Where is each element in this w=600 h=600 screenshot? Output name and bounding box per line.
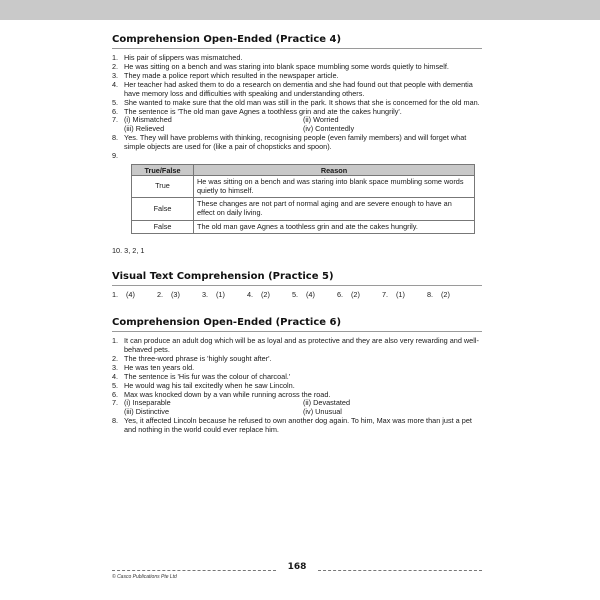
- mcq-answer: [337, 290, 382, 299]
- item-number: 7.: [112, 115, 119, 124]
- copyright-text: © Casco Publications Pte Ltd: [112, 574, 177, 580]
- item-number: 3.: [112, 363, 119, 373]
- answer-text: The sentence is 'His fur was the colour of charcoal.': [124, 372, 291, 382]
- section-title-practice-5: Visual Text Comprehension (Practice 5): [112, 271, 334, 283]
- answer-text: He was sitting on a bench and was staring into blank space mumbling some words quietly to himself.: [124, 62, 449, 71]
- item-number: 2.: [157, 290, 164, 300]
- answer-item: [112, 381, 482, 390]
- answer-item: [112, 336, 482, 354]
- true-false-table: [131, 164, 475, 234]
- reason-cell: The old man gave Agnes a toothless grin and ate the cakes hungrily.: [194, 220, 475, 234]
- section-title-practice-6: Comprehension Open-Ended (Practice 6): [112, 317, 342, 329]
- answer-value: (1): [396, 290, 405, 300]
- answer-value: (2): [261, 290, 270, 300]
- option-i: (i) Mismatched: [124, 115, 172, 124]
- answer-text: She wanted to make sure that the old man was still in the park. It shows that she is concerned for the old man.: [124, 98, 480, 107]
- item-number: 9.: [112, 151, 119, 161]
- answer-text: The sentence is 'The old man gave Agnes a toothless grin and ate the cakes hungrily'.: [124, 107, 402, 116]
- answer-text: 10. 3, 2, 1: [112, 246, 145, 256]
- item-number: 3.: [112, 71, 119, 80]
- section-divider: [112, 48, 482, 49]
- option-iv: (iv) Contentedly: [303, 123, 355, 133]
- item-number: 5.: [112, 98, 119, 107]
- answer-text: They made a police report which resulted in the newspaper article.: [124, 71, 339, 80]
- mcq-answer: [382, 290, 427, 299]
- answer-text: It can produce an adult dog which will be as loyal and as protective and they are also very rewarding and well-behaved pets.: [124, 336, 479, 355]
- item-number: 6.: [112, 107, 119, 116]
- section-title-practice-4: Comprehension Open-Ended (Practice 4): [112, 34, 342, 45]
- table-row: [132, 198, 475, 220]
- mcq-answer: [427, 290, 472, 299]
- mcq-answer: [202, 290, 247, 299]
- answer-item: [112, 80, 482, 98]
- item-number: 8.: [427, 290, 434, 300]
- answer-item: [112, 133, 482, 151]
- mcq-answer: [157, 290, 202, 299]
- option-i: (i) Inseparable: [124, 398, 171, 408]
- answer-value: (3): [171, 290, 180, 300]
- vocab-options: [112, 116, 482, 133]
- vocab-options: [112, 399, 482, 416]
- item-number: 8.: [112, 416, 119, 426]
- section-divider: [112, 285, 482, 286]
- item-number: 5.: [112, 381, 119, 391]
- footer-dash-left: [112, 570, 276, 571]
- answer-item: [112, 372, 482, 381]
- page-footer: [112, 558, 482, 578]
- answer-value: (2): [351, 290, 360, 300]
- answer-item: [112, 98, 482, 107]
- answer-value: (4): [306, 290, 315, 300]
- item-number: 1.: [112, 336, 119, 346]
- answer-text: He was ten years old.: [124, 363, 195, 373]
- item-number: 6.: [112, 390, 119, 400]
- mcq-answer-row: [112, 290, 482, 299]
- mcq-answer: [292, 290, 337, 299]
- top-gray-band: [0, 0, 600, 20]
- item-number: 4.: [112, 372, 119, 382]
- option-iii: (iii) Distinctive: [124, 406, 169, 416]
- reason-cell: He was sitting on a bench and was staring into blank space mumbling some words quietly to himself.: [194, 176, 475, 198]
- section-divider: [112, 331, 482, 332]
- answer-page: [112, 24, 482, 434]
- option-ii: (ii) Worried: [303, 115, 339, 124]
- mcq-answer: [247, 290, 292, 299]
- item-number: 7.: [112, 398, 119, 408]
- item-number: 4.: [247, 290, 254, 300]
- answer-item: [112, 416, 482, 434]
- page-number: 168: [287, 562, 307, 572]
- answer-item: [112, 53, 482, 62]
- table-header-row: [132, 165, 475, 176]
- answer-value: (2): [441, 290, 450, 300]
- item-number: 3.: [202, 290, 209, 300]
- item-number: 4.: [112, 80, 119, 89]
- answer-text: His pair of slippers was mismatched.: [124, 53, 243, 62]
- tf-cell: False: [132, 198, 194, 220]
- answer-text: He would wag his tail excitedly when he saw Lincoln.: [124, 381, 295, 391]
- mcq-answer: [112, 290, 157, 299]
- answer-text: Yes, it affected Lincoln because he refused to own another dog again. To him, Max was more than just a pet and nothing in the world could ever replace him.: [124, 416, 472, 435]
- answer-item: [112, 354, 482, 363]
- answer-value: (1): [216, 290, 225, 300]
- answer-text: Yes. They will have problems with thinking, recognising people (even family members) and will forget what simple objects are used for (like a pair of chopsticks and spoon).: [124, 133, 467, 152]
- answer-text: Her teacher had asked them to do a research on dementia and she had found out that people with dementia have memory loss and difficulties with speaking and understanding others.: [124, 80, 473, 98]
- header-reason: Reason: [194, 165, 475, 176]
- item-number: 1.: [112, 290, 119, 300]
- answer-item: [112, 71, 482, 80]
- table-row: [132, 176, 475, 198]
- item-number: 7.: [382, 290, 389, 300]
- item-number: 6.: [337, 290, 344, 300]
- footer-dash-right: [318, 570, 482, 571]
- answer-item: [112, 246, 482, 255]
- option-ii: (ii) Devastated: [303, 398, 351, 408]
- answer-value: (4): [126, 290, 135, 300]
- header-true-false: True/False: [132, 165, 194, 176]
- item-number: 5.: [292, 290, 299, 300]
- item-number: 8.: [112, 133, 119, 143]
- item-number: 1.: [112, 53, 119, 62]
- answer-text: The three-word phrase is 'highly sought after'.: [124, 354, 272, 364]
- answer-text: Max was knocked down by a van while running across the road.: [124, 390, 331, 400]
- tf-cell: True: [132, 176, 194, 198]
- option-iv: (iv) Unusual: [303, 406, 342, 416]
- table-row: [132, 220, 475, 234]
- answer-item: [112, 363, 482, 372]
- reason-cell: These changes are not part of normal aging and are severe enough to have an effect on daily living.: [194, 198, 475, 220]
- answer-item: [112, 151, 482, 160]
- option-iii: (iii) Relieved: [124, 123, 165, 133]
- answer-item: [112, 62, 482, 71]
- item-number: 2.: [112, 62, 119, 71]
- tf-cell: False: [132, 220, 194, 234]
- item-number: 2.: [112, 354, 119, 364]
